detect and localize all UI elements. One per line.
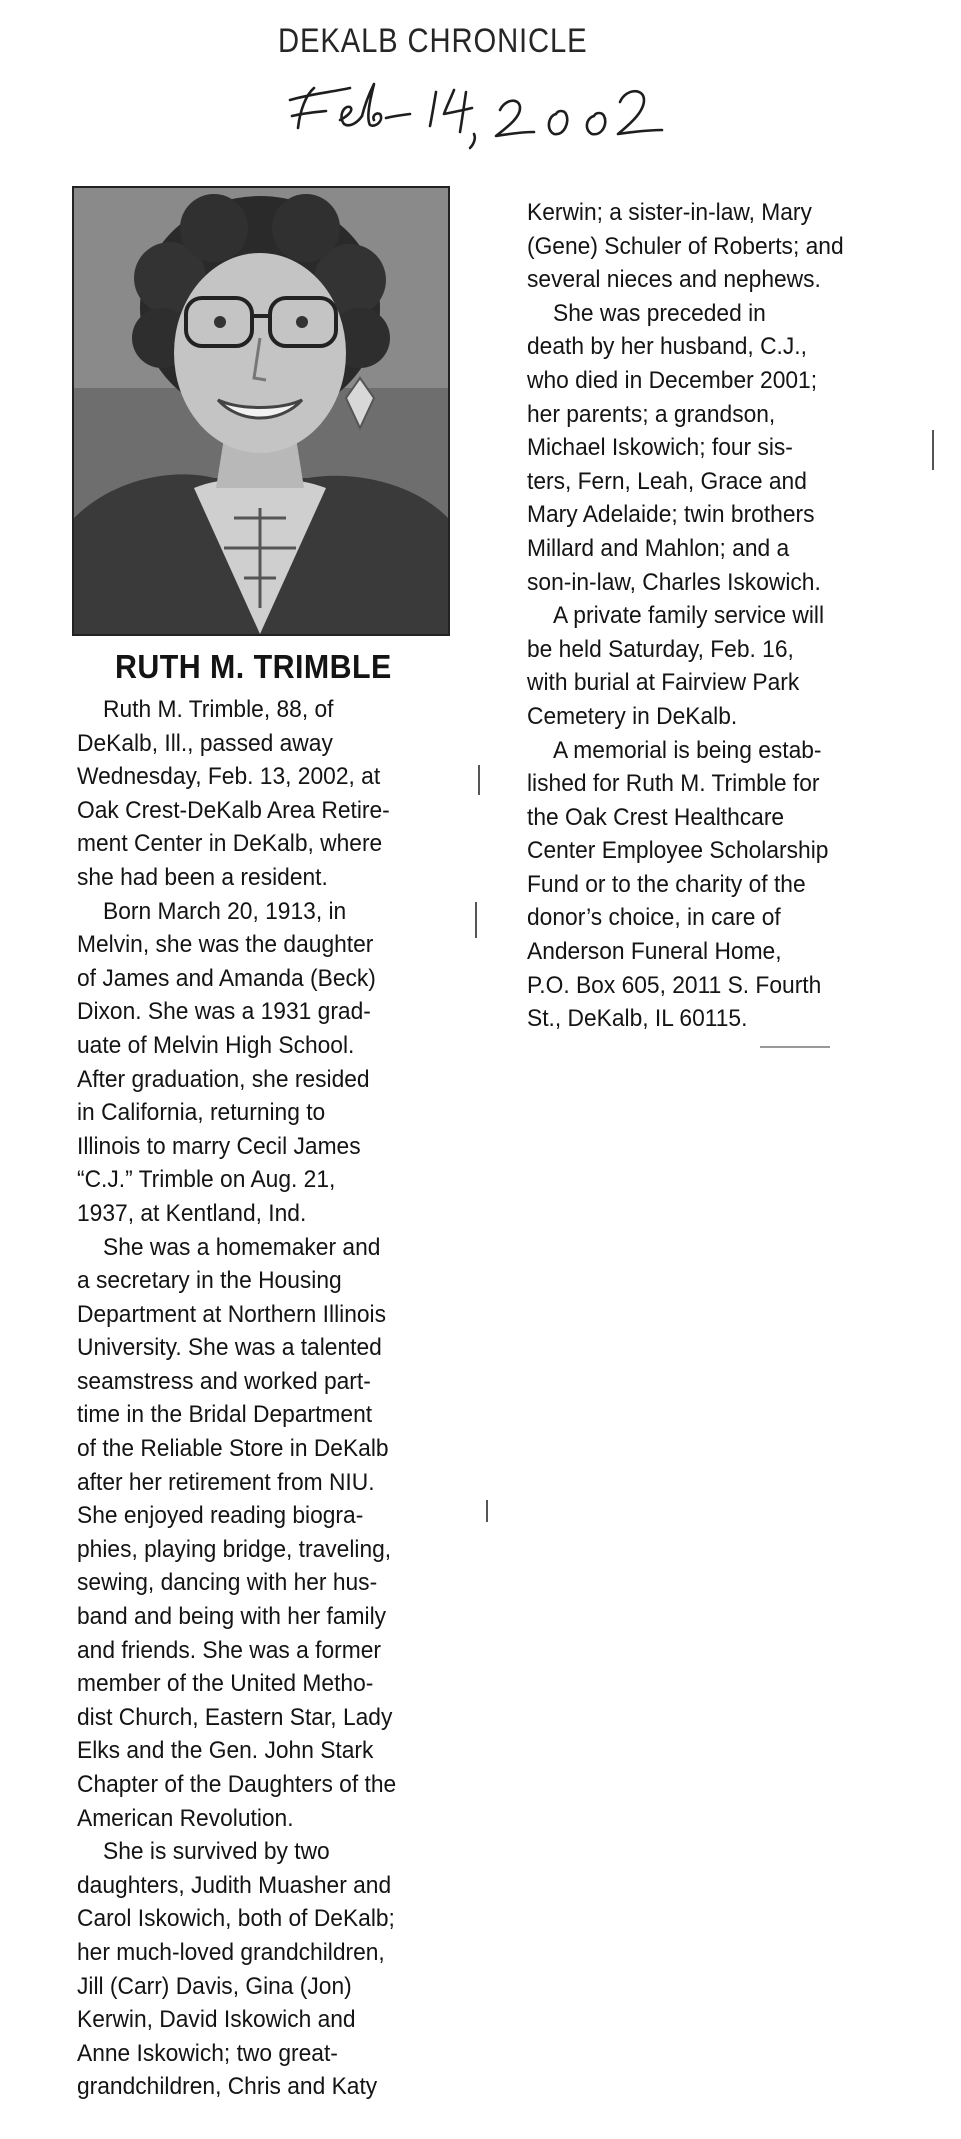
text-line: She was preceded in — [553, 299, 766, 327]
text-line: with burial at Fairview Park — [527, 669, 800, 697]
text-line: Illinois to marry Cecil James — [77, 1132, 361, 1160]
text-line: Cemetery in DeKalb. — [527, 702, 738, 730]
text-line: time in the Bridal Department — [77, 1401, 373, 1429]
text-line: member of the United Metho- — [77, 1670, 374, 1698]
text-line: P.O. Box 605, 2011 S. Fourth — [527, 971, 822, 999]
text-line: who died in December 2001; — [527, 366, 818, 394]
text-line: seamstress and worked part- — [77, 1367, 371, 1395]
text-line: Fund or to the charity of the — [527, 870, 806, 898]
text-line: A private family service will — [553, 602, 825, 630]
text-line: the Oak Crest Healthcare — [527, 803, 785, 831]
text-line: St., DeKalb, IL 60115. — [527, 1005, 748, 1033]
text-line: Millard and Mahlon; and a — [527, 534, 790, 562]
text-line: Kerwin; a sister-in-law, Mary — [527, 199, 812, 226]
text-line: Oak Crest-DeKalb Area Retire- — [77, 796, 390, 824]
text-line: several nieces and nephews. — [527, 266, 821, 294]
scan-mark — [475, 902, 477, 938]
obituary-heading: RUTH M. TRIMBLE — [115, 648, 392, 685]
text-line: Chapter of the Daughters of the — [77, 1771, 397, 1798]
text-line: Born March 20, 1913, in — [103, 897, 347, 925]
text-line: her parents; a grandson, — [527, 400, 776, 428]
masthead: DEKALB CHRONICLE — [278, 22, 588, 60]
text-line: Elks and the Gen. John Stark — [77, 1737, 374, 1765]
scan-mark — [932, 430, 934, 470]
text-line: a secretary in the Housing — [77, 1267, 342, 1295]
text-line: Ruth M. Trimble, 88, of — [103, 696, 334, 723]
text-line: “C.J.” Trimble on Aug. 21, — [77, 1166, 336, 1194]
text-line: She enjoyed reading biogra- — [77, 1502, 364, 1530]
text-line: Wednesday, Feb. 13, 2002, at — [77, 763, 381, 791]
text-line: daughters, Judith Muasher and — [77, 1871, 392, 1899]
text-line: ters, Fern, Leah, Grace and — [527, 467, 807, 495]
text-line: sewing, dancing with her hus- — [77, 1569, 378, 1597]
text-line: death by her husband, C.J., — [527, 333, 807, 361]
handwritten-date — [270, 70, 690, 160]
text-line: of the Reliable Store in DeKalb — [77, 1435, 389, 1463]
text-line: Kerwin, David Iskowich and — [77, 2006, 356, 2034]
text-line: uate of Melvin High School. — [77, 1031, 355, 1059]
scan-mark — [486, 1500, 488, 1522]
text-line: son-in-law, Charles Iskowich. — [527, 568, 821, 596]
text-line: her much-loved grandchildren, — [77, 1938, 385, 1966]
text-line: Center Employee Scholarship — [527, 837, 829, 865]
text-line: be held Saturday, Feb. 16, — [527, 635, 794, 663]
text-line: Melvin, she was the daughter — [77, 931, 374, 959]
text-line: She is survived by two — [103, 1838, 330, 1866]
text-line: she had been a resident. — [77, 863, 328, 891]
scan-mark — [760, 1046, 830, 1048]
portrait-photo — [72, 186, 450, 636]
text-line: band and being with her family — [77, 1603, 387, 1631]
text-line: Dixon. She was a 1931 grad- — [77, 998, 371, 1026]
left-text-column — [77, 693, 468, 2104]
text-line: American Revolution. — [77, 1804, 294, 1832]
text-line: in California, returning to — [77, 1099, 326, 1127]
text-line: and friends. She was a former — [77, 1636, 381, 1664]
text-line: (Gene) Schuler of Roberts; and — [527, 232, 844, 260]
text-line: Michael Iskowich; four sis- — [527, 434, 793, 462]
text-line: Mary Adelaide; twin brothers — [527, 501, 815, 529]
text-line: Department at Northern Illinois — [77, 1300, 387, 1328]
text-line: phies, playing bridge, traveling, — [77, 1535, 392, 1563]
text-line: Jill (Carr) Davis, Gina (Jon) — [77, 1972, 352, 2000]
text-line: She was a homemaker and — [103, 1233, 381, 1261]
text-line: of James and Amanda (Beck) — [77, 964, 376, 992]
text-line: After graduation, she resided — [77, 1065, 370, 1093]
text-line: DeKalb, Ill., passed away — [77, 729, 333, 757]
text-line: grandchildren, Chris and Katy — [77, 2073, 378, 2101]
text-line: Carol Iskowich, both of DeKalb; — [77, 1905, 395, 1933]
scan-mark — [478, 765, 480, 795]
text-line: lished for Ruth M. Trimble for — [527, 770, 820, 798]
text-line: after her retirement from NIU. — [77, 1468, 375, 1496]
right-text-column — [527, 196, 918, 1036]
text-line: University. She was a talented — [77, 1334, 382, 1362]
text-line: 1937, at Kentland, Ind. — [77, 1199, 307, 1227]
text-line: Anne Iskowich; two great- — [77, 2039, 338, 2067]
text-line: Anderson Funeral Home, — [527, 938, 782, 966]
text-line: A memorial is being estab- — [553, 736, 822, 764]
text-line: dist Church, Eastern Star, Lady — [77, 1703, 393, 1731]
text-line: ment Center in DeKalb, where — [77, 830, 383, 858]
text-line: donor’s choice, in care of — [527, 904, 781, 932]
